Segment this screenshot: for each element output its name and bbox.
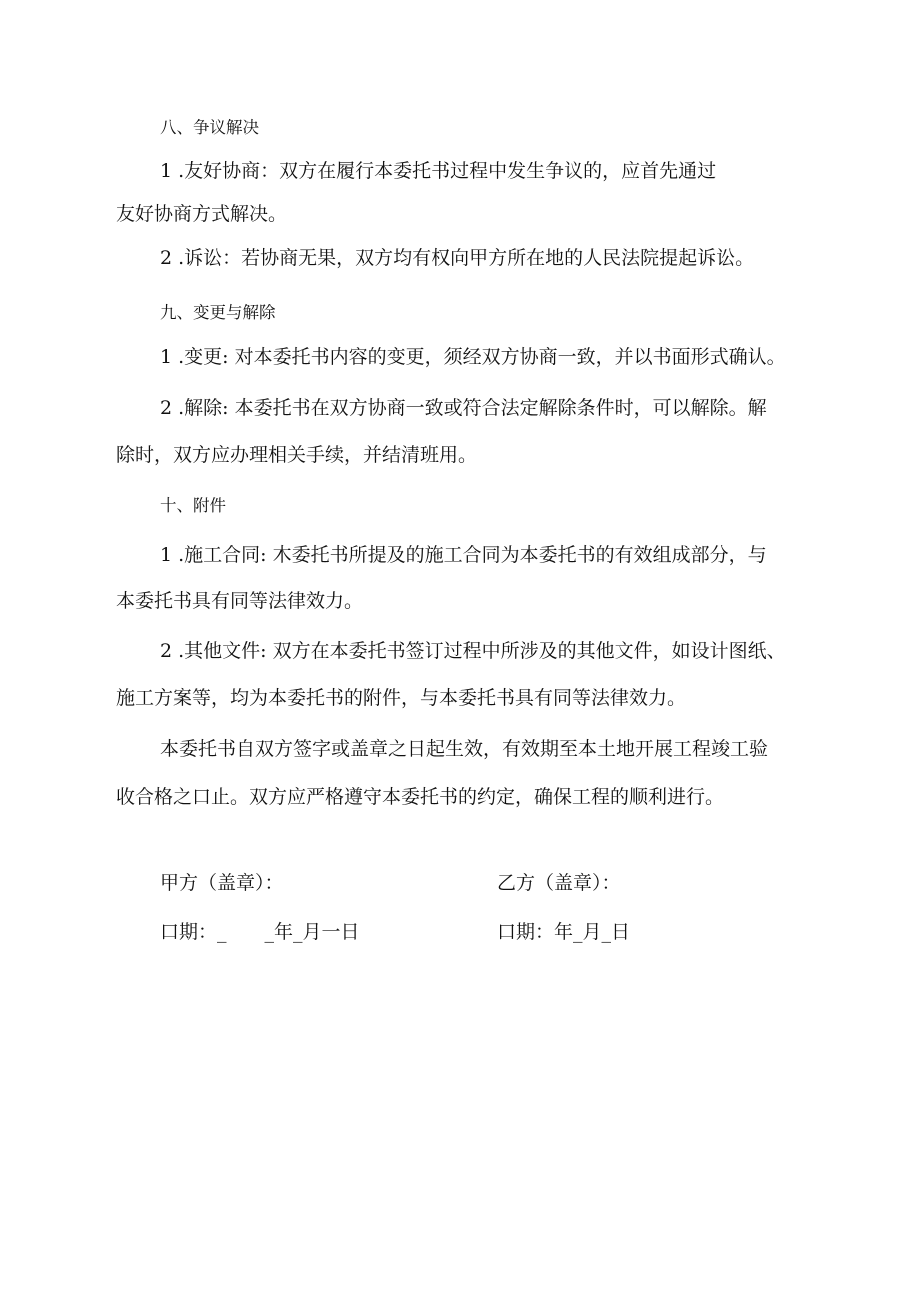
section-10-item-1-line-1: 1 .施工合同: 木委托书所提及的施工合同为本委托书的有效组成部分，与 [160, 544, 767, 566]
section-10-item-2-line-2: 施工方案等，均为本委托书的附件，与本委托书具有同等法律效力。 [116, 687, 687, 709]
section-8-item-1-line-1: 1 .友好协商：双方在履行本委托书过程中发生争议的，应首先通过 [160, 160, 717, 182]
section-8-item-2-line-1: 2 .诉讼：若协商无果，双方均有权向甲方所在地的人民法院提起诉讼。 [160, 247, 755, 269]
closing-line-2: 收合格之口止。双方应严格遵守本委托书的约定，确保工程的顺利进行。 [116, 786, 725, 808]
section-8-item-1-line-2: 友好协商方式解决。 [116, 203, 288, 225]
section-9-heading: 九、变更与解除 [160, 303, 276, 322]
section-10-item-1-line-2: 本委托书具有同等法律效力。 [116, 590, 364, 612]
section-8-heading: 八、争议解决 [160, 118, 259, 137]
section-10-item-2-line-1: 2 .其他文件: 双方在本委托书签订过程中所涉及的其他文件，如设计图纸、 [160, 640, 786, 662]
section-9-item-2-line-2: 除时，双方应办理相关手续，并结清班用。 [116, 444, 478, 466]
section-9-item-2-line-1: 2 .解除: 本委托书在双方协商一致或符合法定解除条件时，可以解除。解 [160, 397, 767, 419]
closing-line-1: 本委托书自双方签字或盖章之日起生效，有效期至本土地开展工程竣工验 [160, 738, 769, 760]
section-9-item-1-line-1: 1 .变更: 对本委托书内容的变更，须经双方协商一致，并以书面形式确认。 [160, 346, 786, 368]
party-b-date: 口期：年_月_日 [497, 921, 631, 943]
section-10-heading: 十、附件 [160, 496, 226, 515]
party-b-seal-label: 乙方（盖章）： [497, 872, 621, 894]
party-a-seal-label: 甲方（盖章）： [160, 872, 284, 894]
party-a-date: 口期：_ _年_月一日 [160, 921, 360, 943]
